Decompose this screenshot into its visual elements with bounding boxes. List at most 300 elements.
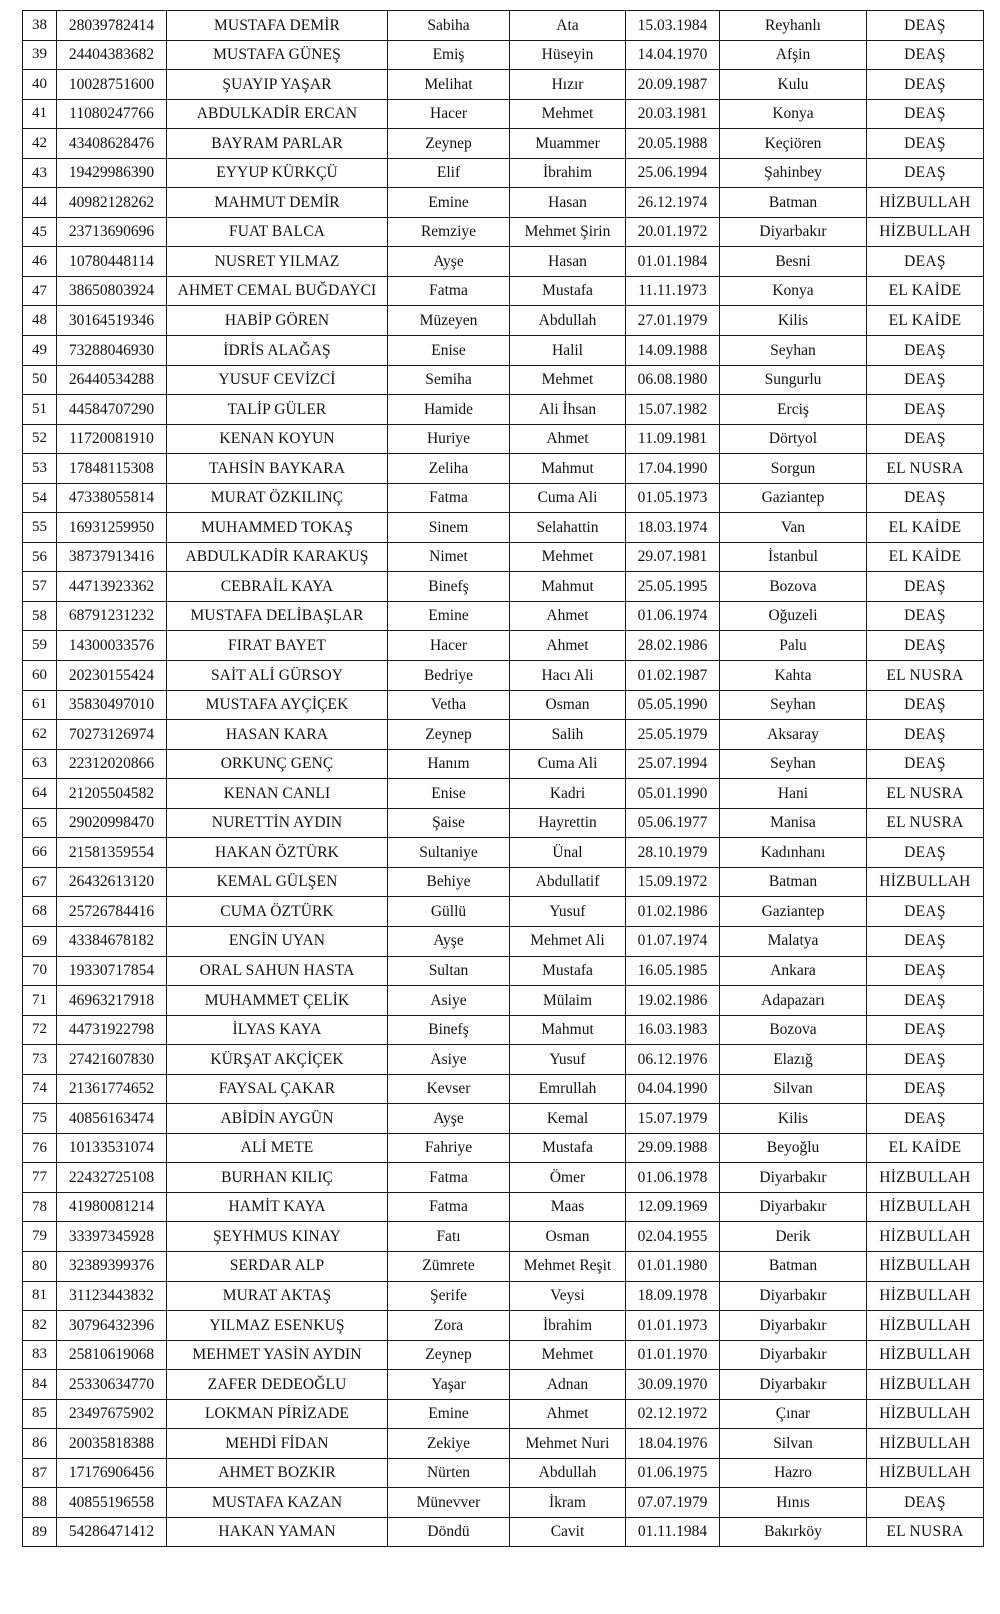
- mother-name-cell: Zora: [388, 1311, 510, 1341]
- table-row: [23, 1251, 984, 1281]
- organization-cell: DEAŞ: [867, 1488, 984, 1518]
- organization-cell: DEAŞ: [867, 986, 984, 1016]
- table-row: [23, 188, 984, 218]
- birth-date-cell: 02.04.1955: [626, 1222, 720, 1252]
- father-name-cell: Cuma Ali: [510, 749, 626, 779]
- birth-place-cell: Palu: [720, 631, 867, 661]
- father-name-cell: Kadri: [510, 779, 626, 809]
- organization-cell: EL NUSRA: [867, 808, 984, 838]
- birth-date-cell: 15.07.1982: [626, 395, 720, 425]
- birth-date-cell: 28.02.1986: [626, 631, 720, 661]
- row-number-cell: 77: [23, 1163, 57, 1193]
- table-row: [23, 336, 984, 366]
- table-row: [23, 11, 984, 41]
- id-number-cell: 26432613120: [57, 867, 167, 897]
- mother-name-cell: Sabiha: [388, 11, 510, 41]
- table-row: [23, 1488, 984, 1518]
- id-number-cell: 20035818388: [57, 1429, 167, 1459]
- full-name-cell: BURHAN KILIÇ: [167, 1163, 388, 1193]
- row-number-cell: 49: [23, 336, 57, 366]
- birth-date-cell: 05.06.1977: [626, 808, 720, 838]
- organization-cell: DEAŞ: [867, 11, 984, 41]
- table-row: [23, 1281, 984, 1311]
- mother-name-cell: Remziye: [388, 217, 510, 247]
- father-name-cell: Mustafa: [510, 956, 626, 986]
- row-number-cell: 39: [23, 40, 57, 70]
- organization-cell: DEAŞ: [867, 424, 984, 454]
- full-name-cell: MUSTAFA GÜNEŞ: [167, 40, 388, 70]
- table-row: [23, 395, 984, 425]
- row-number-cell: 65: [23, 808, 57, 838]
- mother-name-cell: Hamide: [388, 395, 510, 425]
- organization-cell: DEAŞ: [867, 1015, 984, 1045]
- organization-cell: EL NUSRA: [867, 454, 984, 484]
- birth-date-cell: 30.09.1970: [626, 1370, 720, 1400]
- birth-date-cell: 25.07.1994: [626, 749, 720, 779]
- birth-date-cell: 18.03.1974: [626, 513, 720, 543]
- table-row: [23, 1163, 984, 1193]
- father-name-cell: Hacı Ali: [510, 661, 626, 691]
- birth-date-cell: 19.02.1986: [626, 986, 720, 1016]
- id-number-cell: 40982128262: [57, 188, 167, 218]
- father-name-cell: Mehmet: [510, 1340, 626, 1370]
- father-name-cell: Abdullah: [510, 1458, 626, 1488]
- id-number-cell: 20230155424: [57, 661, 167, 691]
- full-name-cell: ORAL SAHUN HASTA: [167, 956, 388, 986]
- table-row: [23, 897, 984, 927]
- birth-place-cell: Malatya: [720, 926, 867, 956]
- organization-cell: DEAŞ: [867, 749, 984, 779]
- birth-place-cell: Reyhanlı: [720, 11, 867, 41]
- mother-name-cell: Sinem: [388, 513, 510, 543]
- organization-cell: HİZBULLAH: [867, 1163, 984, 1193]
- full-name-cell: MURAT AKTAŞ: [167, 1281, 388, 1311]
- table-row: [23, 1399, 984, 1429]
- birth-place-cell: Afşin: [720, 40, 867, 70]
- row-number-cell: 83: [23, 1340, 57, 1370]
- table-body: [23, 11, 984, 1547]
- row-number-cell: 54: [23, 483, 57, 513]
- birth-place-cell: Besni: [720, 247, 867, 277]
- birth-place-cell: Van: [720, 513, 867, 543]
- organization-cell: DEAŞ: [867, 1104, 984, 1134]
- organization-cell: HİZBULLAH: [867, 188, 984, 218]
- birth-place-cell: Sorgun: [720, 454, 867, 484]
- birth-place-cell: Diyarbakır: [720, 1192, 867, 1222]
- table-row: [23, 926, 984, 956]
- father-name-cell: Yusuf: [510, 1045, 626, 1075]
- birth-place-cell: Bozova: [720, 572, 867, 602]
- father-name-cell: Mustafa: [510, 276, 626, 306]
- full-name-cell: ŞEYHMUS KINAY: [167, 1222, 388, 1252]
- id-number-cell: 27421607830: [57, 1045, 167, 1075]
- birth-date-cell: 27.01.1979: [626, 306, 720, 336]
- id-number-cell: 16931259950: [57, 513, 167, 543]
- organization-cell: EL NUSRA: [867, 661, 984, 691]
- mother-name-cell: Fatma: [388, 276, 510, 306]
- birth-place-cell: Dörtyol: [720, 424, 867, 454]
- id-number-cell: 14300033576: [57, 631, 167, 661]
- id-number-cell: 43408628476: [57, 129, 167, 159]
- birth-date-cell: 29.07.1981: [626, 542, 720, 572]
- table-row: [23, 158, 984, 188]
- mother-name-cell: Müzeyen: [388, 306, 510, 336]
- row-number-cell: 38: [23, 11, 57, 41]
- full-name-cell: AHMET BOZKIR: [167, 1458, 388, 1488]
- suspect-list-table: [22, 10, 984, 1547]
- birth-place-cell: Diyarbakır: [720, 1163, 867, 1193]
- birth-place-cell: Erciş: [720, 395, 867, 425]
- full-name-cell: MUHAMMET ÇELİK: [167, 986, 388, 1016]
- birth-place-cell: Kilis: [720, 306, 867, 336]
- birth-place-cell: Keçiören: [720, 129, 867, 159]
- table-row: [23, 779, 984, 809]
- row-number-cell: 61: [23, 690, 57, 720]
- birth-date-cell: 18.04.1976: [626, 1429, 720, 1459]
- table-row: [23, 749, 984, 779]
- table-row: [23, 1133, 984, 1163]
- birth-date-cell: 25.06.1994: [626, 158, 720, 188]
- full-name-cell: KENAN CANLI: [167, 779, 388, 809]
- full-name-cell: LOKMAN PİRİZADE: [167, 1399, 388, 1429]
- full-name-cell: YILMAZ ESENKUŞ: [167, 1311, 388, 1341]
- table-row: [23, 838, 984, 868]
- birth-date-cell: 15.09.1972: [626, 867, 720, 897]
- table-row: [23, 217, 984, 247]
- full-name-cell: MEHDİ FİDAN: [167, 1429, 388, 1459]
- row-number-cell: 75: [23, 1104, 57, 1134]
- row-number-cell: 62: [23, 720, 57, 750]
- id-number-cell: 28039782414: [57, 11, 167, 41]
- birth-date-cell: 04.04.1990: [626, 1074, 720, 1104]
- mother-name-cell: Hanım: [388, 749, 510, 779]
- father-name-cell: Kemal: [510, 1104, 626, 1134]
- row-number-cell: 86: [23, 1429, 57, 1459]
- mother-name-cell: Fatı: [388, 1222, 510, 1252]
- birth-place-cell: Kulu: [720, 70, 867, 100]
- table-row: [23, 1015, 984, 1045]
- row-number-cell: 69: [23, 926, 57, 956]
- row-number-cell: 50: [23, 365, 57, 395]
- table-row: [23, 720, 984, 750]
- table-row: [23, 1222, 984, 1252]
- birth-date-cell: 01.01.1970: [626, 1340, 720, 1370]
- birth-place-cell: Konya: [720, 99, 867, 129]
- birth-date-cell: 01.06.1975: [626, 1458, 720, 1488]
- table-row: [23, 601, 984, 631]
- mother-name-cell: Fatma: [388, 483, 510, 513]
- mother-name-cell: Enise: [388, 336, 510, 366]
- mother-name-cell: Elif: [388, 158, 510, 188]
- full-name-cell: FAYSAL ÇAKAR: [167, 1074, 388, 1104]
- father-name-cell: Emrullah: [510, 1074, 626, 1104]
- id-number-cell: 38737913416: [57, 542, 167, 572]
- father-name-cell: Mehmet Ali: [510, 926, 626, 956]
- row-number-cell: 82: [23, 1311, 57, 1341]
- birth-place-cell: Hani: [720, 779, 867, 809]
- id-number-cell: 30796432396: [57, 1311, 167, 1341]
- birth-date-cell: 20.03.1981: [626, 99, 720, 129]
- mother-name-cell: Binefş: [388, 1015, 510, 1045]
- id-number-cell: 41980081214: [57, 1192, 167, 1222]
- father-name-cell: Abdullatif: [510, 867, 626, 897]
- birth-place-cell: Silvan: [720, 1429, 867, 1459]
- row-number-cell: 88: [23, 1488, 57, 1518]
- full-name-cell: HAKAN YAMAN: [167, 1517, 388, 1547]
- father-name-cell: Cuma Ali: [510, 483, 626, 513]
- id-number-cell: 23497675902: [57, 1399, 167, 1429]
- row-number-cell: 71: [23, 986, 57, 1016]
- birth-place-cell: Bakırköy: [720, 1517, 867, 1547]
- birth-date-cell: 28.10.1979: [626, 838, 720, 868]
- birth-date-cell: 01.01.1973: [626, 1311, 720, 1341]
- organization-cell: HİZBULLAH: [867, 1192, 984, 1222]
- organization-cell: EL KAİDE: [867, 276, 984, 306]
- birth-date-cell: 14.04.1970: [626, 40, 720, 70]
- organization-cell: EL KAİDE: [867, 542, 984, 572]
- organization-cell: HİZBULLAH: [867, 1399, 984, 1429]
- organization-cell: EL KAİDE: [867, 306, 984, 336]
- organization-cell: DEAŞ: [867, 395, 984, 425]
- birth-place-cell: Gaziantep: [720, 897, 867, 927]
- table-row: [23, 70, 984, 100]
- father-name-cell: Ahmet: [510, 631, 626, 661]
- father-name-cell: Halil: [510, 336, 626, 366]
- father-name-cell: Mahmut: [510, 572, 626, 602]
- table-row: [23, 1074, 984, 1104]
- father-name-cell: Selahattin: [510, 513, 626, 543]
- birth-place-cell: Ankara: [720, 956, 867, 986]
- birth-place-cell: Kahta: [720, 661, 867, 691]
- mother-name-cell: Şaise: [388, 808, 510, 838]
- row-number-cell: 70: [23, 956, 57, 986]
- organization-cell: HİZBULLAH: [867, 867, 984, 897]
- id-number-cell: 46963217918: [57, 986, 167, 1016]
- table-row: [23, 986, 984, 1016]
- full-name-cell: ABDULKADİR ERCAN: [167, 99, 388, 129]
- birth-place-cell: Batman: [720, 867, 867, 897]
- full-name-cell: KEMAL GÜLŞEN: [167, 867, 388, 897]
- row-number-cell: 89: [23, 1517, 57, 1547]
- organization-cell: DEAŞ: [867, 483, 984, 513]
- father-name-cell: Ahmet: [510, 601, 626, 631]
- organization-cell: EL KAİDE: [867, 1133, 984, 1163]
- mother-name-cell: Bedriye: [388, 661, 510, 691]
- organization-cell: DEAŞ: [867, 40, 984, 70]
- birth-place-cell: Batman: [720, 188, 867, 218]
- row-number-cell: 40: [23, 70, 57, 100]
- id-number-cell: 23713690696: [57, 217, 167, 247]
- id-number-cell: 25810619068: [57, 1340, 167, 1370]
- id-number-cell: 11080247766: [57, 99, 167, 129]
- id-number-cell: 11720081910: [57, 424, 167, 454]
- row-number-cell: 67: [23, 867, 57, 897]
- row-number-cell: 66: [23, 838, 57, 868]
- birth-date-cell: 01.02.1987: [626, 661, 720, 691]
- organization-cell: DEAŞ: [867, 365, 984, 395]
- mother-name-cell: Emine: [388, 188, 510, 218]
- full-name-cell: ŞUAYIP YAŞAR: [167, 70, 388, 100]
- full-name-cell: İLYAS KAYA: [167, 1015, 388, 1045]
- table-row: [23, 513, 984, 543]
- birth-date-cell: 26.12.1974: [626, 188, 720, 218]
- father-name-cell: Yusuf: [510, 897, 626, 927]
- full-name-cell: MUSTAFA KAZAN: [167, 1488, 388, 1518]
- birth-place-cell: Diyarbakır: [720, 1311, 867, 1341]
- id-number-cell: 40856163474: [57, 1104, 167, 1134]
- table-row: [23, 1045, 984, 1075]
- father-name-cell: Ömer: [510, 1163, 626, 1193]
- row-number-cell: 42: [23, 129, 57, 159]
- father-name-cell: Mehmet: [510, 365, 626, 395]
- full-name-cell: FIRAT BAYET: [167, 631, 388, 661]
- father-name-cell: Mahmut: [510, 1015, 626, 1045]
- organization-cell: DEAŞ: [867, 247, 984, 277]
- organization-cell: DEAŞ: [867, 129, 984, 159]
- mother-name-cell: Huriye: [388, 424, 510, 454]
- id-number-cell: 10780448114: [57, 247, 167, 277]
- mother-name-cell: Emine: [388, 1399, 510, 1429]
- birth-place-cell: Kadınhanı: [720, 838, 867, 868]
- father-name-cell: Hasan: [510, 188, 626, 218]
- table-row: [23, 424, 984, 454]
- father-name-cell: İbrahim: [510, 1311, 626, 1341]
- mother-name-cell: Yaşar: [388, 1370, 510, 1400]
- birth-place-cell: Gaziantep: [720, 483, 867, 513]
- birth-place-cell: Konya: [720, 276, 867, 306]
- organization-cell: HİZBULLAH: [867, 1281, 984, 1311]
- birth-date-cell: 25.05.1979: [626, 720, 720, 750]
- father-name-cell: Ahmet: [510, 424, 626, 454]
- row-number-cell: 45: [23, 217, 57, 247]
- father-name-cell: Hüseyin: [510, 40, 626, 70]
- father-name-cell: Ahmet: [510, 1399, 626, 1429]
- organization-cell: HİZBULLAH: [867, 1251, 984, 1281]
- id-number-cell: 30164519346: [57, 306, 167, 336]
- full-name-cell: ORKUNÇ GENÇ: [167, 749, 388, 779]
- birth-place-cell: Batman: [720, 1251, 867, 1281]
- full-name-cell: İDRİS ALAĞAŞ: [167, 336, 388, 366]
- mother-name-cell: Enise: [388, 779, 510, 809]
- table-row: [23, 808, 984, 838]
- row-number-cell: 80: [23, 1251, 57, 1281]
- row-number-cell: 78: [23, 1192, 57, 1222]
- full-name-cell: YUSUF CEVİZCİ: [167, 365, 388, 395]
- table-row: [23, 1104, 984, 1134]
- id-number-cell: 70273126974: [57, 720, 167, 750]
- full-name-cell: ALİ METE: [167, 1133, 388, 1163]
- full-name-cell: ABİDİN AYGÜN: [167, 1104, 388, 1134]
- father-name-cell: Mahmut: [510, 454, 626, 484]
- mother-name-cell: Vetha: [388, 690, 510, 720]
- full-name-cell: MUSTAFA DEMİR: [167, 11, 388, 41]
- id-number-cell: 73288046930: [57, 336, 167, 366]
- mother-name-cell: Hacer: [388, 631, 510, 661]
- row-number-cell: 47: [23, 276, 57, 306]
- table-row: [23, 542, 984, 572]
- id-number-cell: 47338055814: [57, 483, 167, 513]
- row-number-cell: 73: [23, 1045, 57, 1075]
- table-row: [23, 1311, 984, 1341]
- full-name-cell: ZAFER DEDEOĞLU: [167, 1370, 388, 1400]
- organization-cell: DEAŞ: [867, 897, 984, 927]
- birth-place-cell: Seyhan: [720, 749, 867, 779]
- mother-name-cell: Sultaniye: [388, 838, 510, 868]
- full-name-cell: HASAN KARA: [167, 720, 388, 750]
- father-name-cell: Maas: [510, 1192, 626, 1222]
- table-row: [23, 1192, 984, 1222]
- id-number-cell: 35830497010: [57, 690, 167, 720]
- full-name-cell: CUMA ÖZTÜRK: [167, 897, 388, 927]
- organization-cell: HİZBULLAH: [867, 1222, 984, 1252]
- father-name-cell: Mehmet Şirin: [510, 217, 626, 247]
- table-row: [23, 129, 984, 159]
- father-name-cell: Ünal: [510, 838, 626, 868]
- table-row: [23, 572, 984, 602]
- table-row: [23, 1458, 984, 1488]
- birth-place-cell: Sungurlu: [720, 365, 867, 395]
- row-number-cell: 81: [23, 1281, 57, 1311]
- row-number-cell: 72: [23, 1015, 57, 1045]
- row-number-cell: 64: [23, 779, 57, 809]
- id-number-cell: 17848115308: [57, 454, 167, 484]
- id-number-cell: 22312020866: [57, 749, 167, 779]
- row-number-cell: 79: [23, 1222, 57, 1252]
- row-number-cell: 63: [23, 749, 57, 779]
- id-number-cell: 31123443832: [57, 1281, 167, 1311]
- row-number-cell: 44: [23, 188, 57, 218]
- mother-name-cell: Asiye: [388, 986, 510, 1016]
- full-name-cell: BAYRAM PARLAR: [167, 129, 388, 159]
- table-row: [23, 483, 984, 513]
- birth-date-cell: 20.05.1988: [626, 129, 720, 159]
- full-name-cell: SERDAR ALP: [167, 1251, 388, 1281]
- full-name-cell: KÜRŞAT AKÇİÇEK: [167, 1045, 388, 1075]
- father-name-cell: Mehmet: [510, 99, 626, 129]
- birth-place-cell: Diyarbakır: [720, 1370, 867, 1400]
- birth-date-cell: 01.02.1986: [626, 897, 720, 927]
- father-name-cell: Adnan: [510, 1370, 626, 1400]
- father-name-cell: Osman: [510, 1222, 626, 1252]
- father-name-cell: Mustafa: [510, 1133, 626, 1163]
- id-number-cell: 33397345928: [57, 1222, 167, 1252]
- birth-place-cell: Hınıs: [720, 1488, 867, 1518]
- full-name-cell: AHMET CEMAL BUĞDAYCI: [167, 276, 388, 306]
- full-name-cell: MUSTAFA AYÇİÇEK: [167, 690, 388, 720]
- full-name-cell: FUAT BALCA: [167, 217, 388, 247]
- birth-date-cell: 20.09.1987: [626, 70, 720, 100]
- table-row: [23, 661, 984, 691]
- mother-name-cell: Ayşe: [388, 247, 510, 277]
- organization-cell: DEAŞ: [867, 956, 984, 986]
- row-number-cell: 46: [23, 247, 57, 277]
- organization-cell: DEAŞ: [867, 158, 984, 188]
- organization-cell: DEAŞ: [867, 926, 984, 956]
- id-number-cell: 54286471412: [57, 1517, 167, 1547]
- table-row: [23, 247, 984, 277]
- organization-cell: HİZBULLAH: [867, 1370, 984, 1400]
- id-number-cell: 10028751600: [57, 70, 167, 100]
- mother-name-cell: Zekiye: [388, 1429, 510, 1459]
- row-number-cell: 55: [23, 513, 57, 543]
- birth-place-cell: Seyhan: [720, 336, 867, 366]
- table-row: [23, 631, 984, 661]
- organization-cell: DEAŞ: [867, 1045, 984, 1075]
- full-name-cell: ABDULKADİR KARAKUŞ: [167, 542, 388, 572]
- organization-cell: HİZBULLAH: [867, 1458, 984, 1488]
- row-number-cell: 84: [23, 1370, 57, 1400]
- id-number-cell: 25726784416: [57, 897, 167, 927]
